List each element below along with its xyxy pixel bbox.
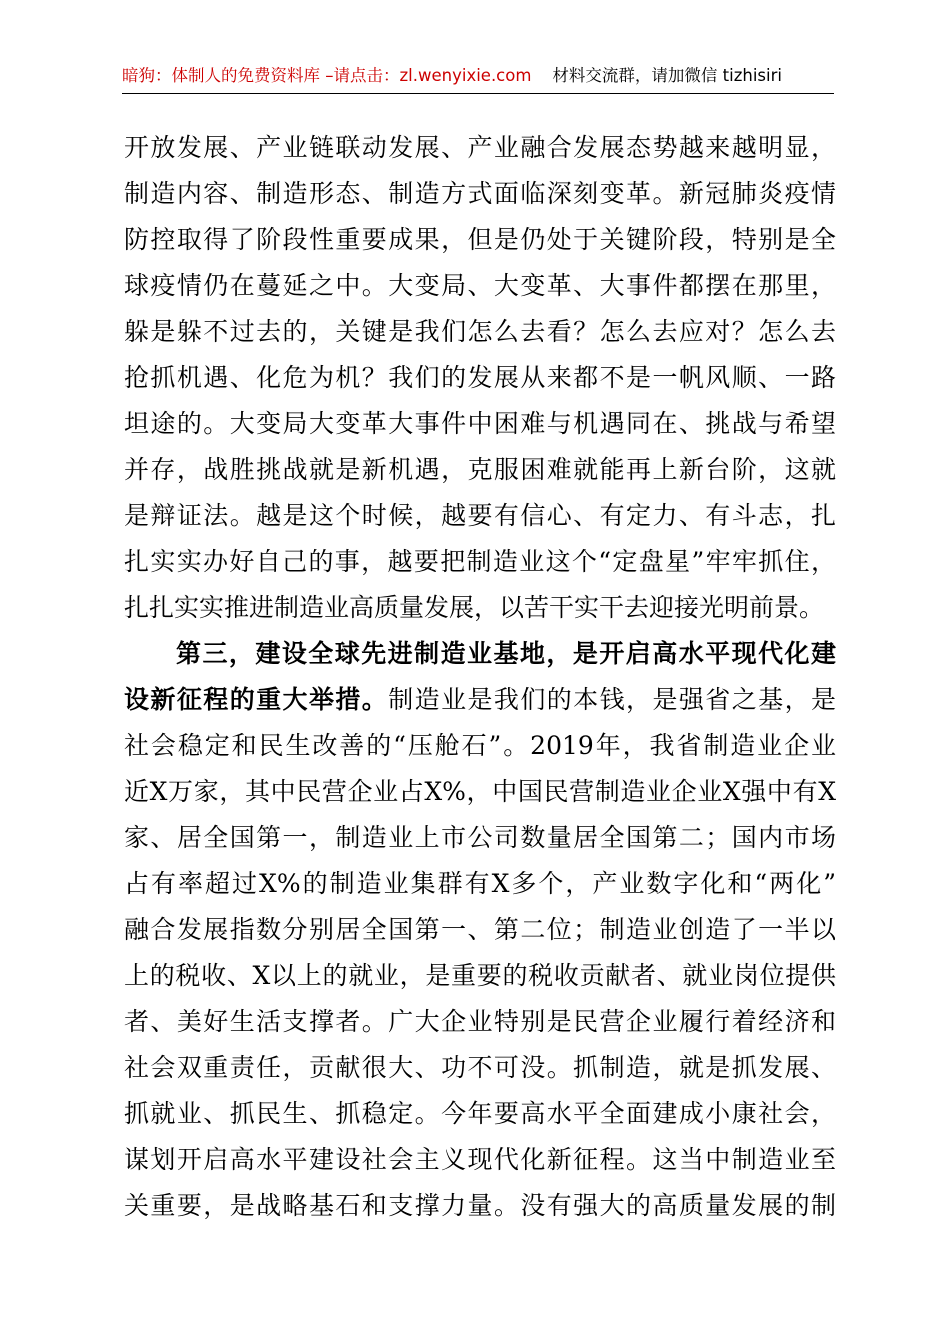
text-line: 抢抓机遇、化危为机？我们的发展从来都不是一帆风顺、一路 — [124, 363, 836, 392]
text-line: 上的税收、X以上的就业，是重要的税收贡献者、就业岗位提供 — [124, 961, 836, 990]
text-line: 坦途的。大变局大变革大事件中困难与机遇同在、挑战与希望 — [124, 409, 836, 438]
text-line: 制造内容、制造形态、制造方式面临深刻变革。新冠肺炎疫情 — [124, 179, 836, 208]
text-line — [124, 631, 836, 677]
text-line: 社会稳定和民生改善的“压舱石”。2019年，我省制造业企业 — [124, 731, 836, 760]
text-line: 开放发展、产业链联动发展、产业融合发展态势越来越明显， — [124, 133, 836, 162]
header-brand-text[interactable]: 暗狗：体制人的免费资料库 –请点击：zl.wenyixie.com — [122, 66, 532, 85]
heading-text: 第三，建设全球先进制造业基地，是开启高水平现代化建 — [176, 639, 836, 668]
text-line: 并存，战胜挑战就是新机遇，克服困难就能再上新台阶，这就 — [124, 455, 836, 484]
text-line: 融合发展指数分别居全国第一、第二位；制造业创造了一半以 — [124, 915, 836, 944]
text-line: 扎扎实实推进制造业高质量发展，以苦干实干去迎接光明前景。 — [124, 593, 825, 622]
header-line — [122, 66, 828, 86]
heading-text: 设新征程的重大举措。 — [124, 685, 389, 714]
text-line: 防控取得了阶段性重要成果，但是仍处于关键阶段，特别是全 — [124, 225, 836, 254]
line-text: 制造业是我们的本钱，是强省之基，是 — [388, 685, 836, 714]
text-line: 占有率超过X%的制造业集群有X多个，产业数字化和“两化” — [124, 869, 836, 898]
text-line: 关重要，是战略基石和支撑力量。没有强大的高质量发展的制 — [124, 1191, 836, 1220]
page-header — [0, 0, 950, 99]
header-divider — [122, 93, 834, 94]
text-line: 近X万家，其中民营企业占X%，中国民营制造业企业X强中有X — [124, 777, 836, 806]
text-line: 者、美好生活支撑者。广大企业特别是民营企业履行着经济和 — [124, 1007, 836, 1036]
text-line: 抓就业、抓民生、抓稳定。今年要高水平全面建成小康社会， — [124, 1099, 836, 1128]
header-contact-text: 材料交流群，请加微信 tizhisiri — [552, 66, 782, 85]
text-line: 扎实实办好自己的事，越要把制造业这个“定盘星”牢牢抓住， — [124, 547, 836, 576]
text-line: 是辩证法。越是这个时候，越要有信心、有定力、有斗志，扎 — [124, 501, 836, 530]
document-body — [124, 125, 836, 1229]
text-line — [124, 677, 836, 723]
text-line: 球疫情仍在蔓延之中。大变局、大变革、大事件都摆在那里， — [124, 271, 836, 300]
text-line: 躲是躲不过去的，关键是我们怎么去看？怎么去应对？怎么去 — [124, 317, 836, 346]
text-line: 谋划开启高水平建设社会主义现代化新征程。这当中制造业至 — [124, 1145, 836, 1174]
text-line: 家、居全国第一，制造业上市公司数量居全国第二；国内市场 — [124, 823, 836, 852]
text-line: 社会双重责任，贡献很大、功不可没。抓制造，就是抓发展、 — [124, 1053, 836, 1082]
